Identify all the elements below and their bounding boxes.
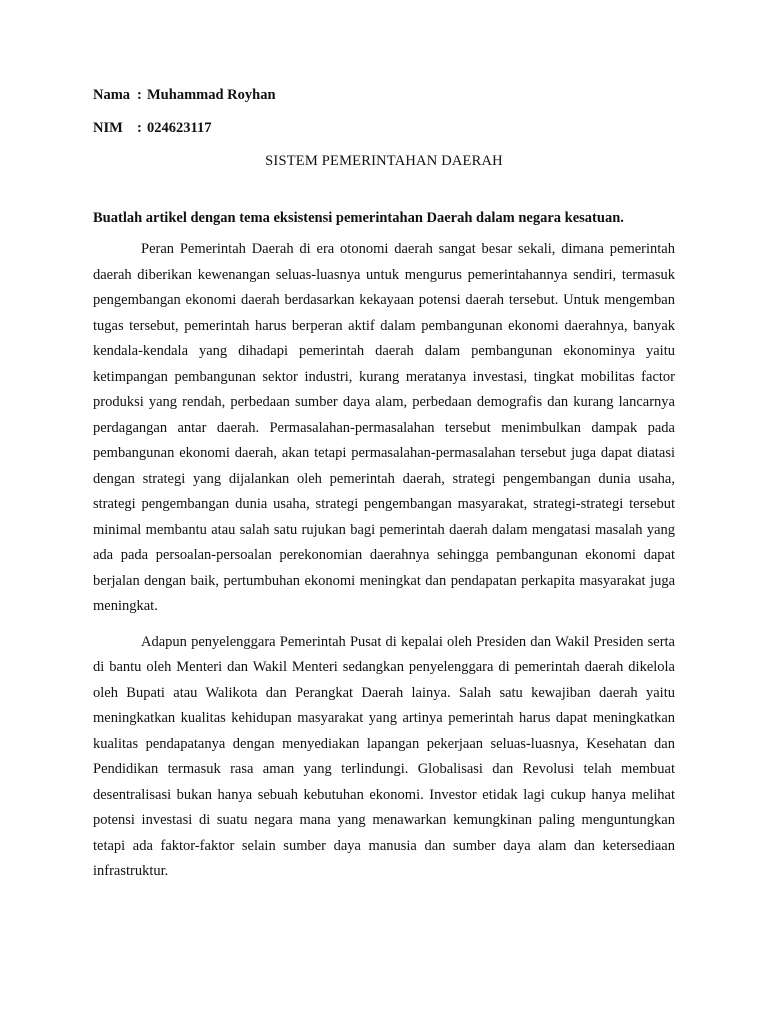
document-title: SISTEM PEMERINTAHAN DAERAH [265, 153, 503, 169]
name-line [93, 86, 675, 105]
name-separator: : [137, 87, 142, 103]
paragraph-1: Peran Pemerintah Daerah di era otonomi daerah sangat besar sekali, dimana pemerintah daerah diberikan kewenangan seluas-luasnya untuk mengurus pemerintahannya sendiri, termasuk pengembangan ekonomi daerah berdasarkan kekayaan potensi daerah tersebut. Untuk mengemban tugas tersebut, pemerintah harus berperan aktif dalam pembangunan ekonomi daerahnya, banyak kendala-kendala yang dihadapi pemerintah daerah dalam pembangunan ekonominya yaitu ketimpangan pembangunan sektor industri, kurang meratanya investasi, tingkat mobilitas factor produksi yang rendah, perbedaan sumber daya alam, perbedaan demografis dan kurang lancarnya perdagangan antar daerah. Permasalahan-permasalahan tersebut menimbulkan dampak pada pembangunan ekonomi daerah, akan tetapi permasalahan-permasalahan tersebut juga dapat diatasi dengan strategi yang dijalankan oleh pemerintah daerah, strategi pengembangan dunia usaha, strategi pengembangan dunia usaha, strategi pengembangan masyarakat, strategi-strategi tersebut minimal membantu atau salah satu rujukan bagi pemerintah daerah dalam mengatasi masalah yang ada pada persoalan-persoalan perekonomian daerahnya sehingga pembangunan ekonomi dapat berjalan dengan baik, pertumbuhan ekonomi meningkat dan pendapatan perkapita masyarakat juga meningkat. [93, 241, 675, 614]
nim-separator: : [137, 120, 142, 136]
nim-value: 024623117 [147, 120, 212, 136]
paragraph-2: Adapun penyelenggara Pemerintah Pusat di kepalai oleh Presiden dan Wakil Presiden serta di bantu oleh Menteri dan Wakil Menteri sedangkan penyelenggara di pemerintah daerah dikelola oleh Bupati atau Walikota dan Perangkat Daerah lainya. Salah satu kewajiban daerah yaitu meningkatkan kualitas kehidupan masyarakat yang artinya pemerintah harus dapat meningkatkan kualitas pendapatanya dengan menyediakan lapangan pekerjaan seluas-luasnya, Kesehatan dan Pendidikan termasuk rasa aman yang terlindungi. Globalisasi dan Revolusi telah membuat desentralisasi bukan hanya sebuah kebutuhan ekonomi. Investor etidak lagi cukup hanya melihat potensi investasi di suatu negara mana yang menawarkan kemungkinan paling menguntungkan tetapi ada faktor-faktor selain sumber daya manusia dan sumber daya alam dan ketersediaan infrastruktur. [93, 633, 675, 879]
name-label: Nama [93, 87, 131, 103]
nim-label: NIM [93, 120, 123, 136]
name-value: Muhammad Royhan [147, 87, 276, 103]
nim-line [93, 119, 675, 138]
task-instruction: Buatlah artikel dengan tema eksistensi pemerintahan Daerah dalam negara kesatuan. [93, 210, 624, 226]
